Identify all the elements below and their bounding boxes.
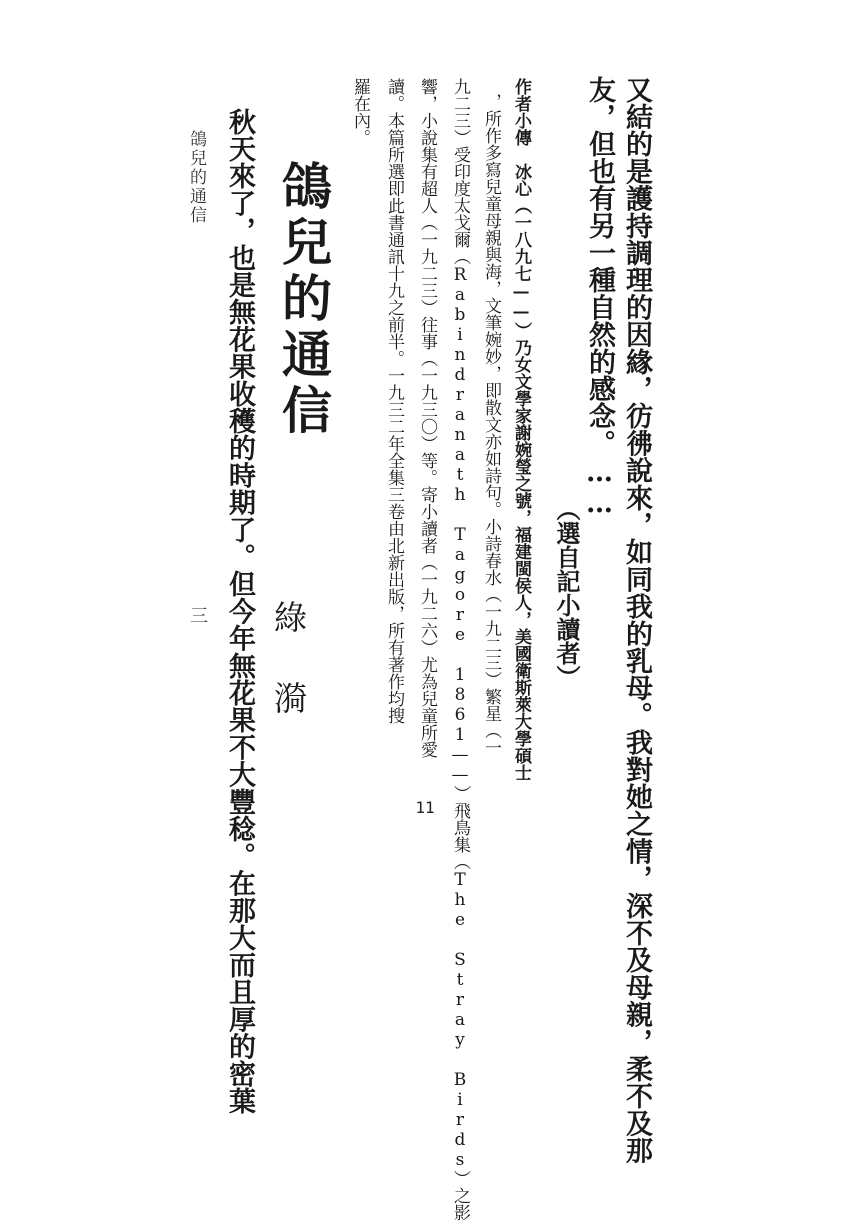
page-number: 11: [415, 798, 435, 817]
side-page-number: 三: [187, 606, 208, 624]
author-bio-line-3: 九二三）受印度太戈爾（Rabindranath Tagore 1861——）飛鳥集（The Stray Birds）之影: [450, 78, 470, 1221]
article-title: 鴿兒的通信: [274, 160, 333, 440]
author-bio-line-5: 讀。本篇所選即此書通訊十九之前半。一九三二年全集三卷由北新出版，所有著作均搜: [384, 78, 404, 724]
author-bio-line-1: 作者小傳 冰心（一八九七——）乃女文學家謝婉瑩之號，福建閩侯人，美國衛斯萊大學碩士: [511, 78, 531, 781]
author-bio-line-4: 響，小說集有超人（一九二三）往事（一九三〇）等。寄小讀者（一九二六）尤為兒童所愛: [417, 78, 437, 758]
article-author: 綠漪: [269, 600, 308, 762]
author-bio-line-2: ，所作多寫兒童母親與海，文筆婉妙，即散文亦如詩句。小詩春水（一九二三）繁星（一: [481, 93, 501, 756]
intro-text-line-2: 友，但也有另一種自然的感念。……: [584, 76, 615, 520]
running-header: 鴿兒的通信: [186, 130, 206, 225]
author-bio-line-6: 羅在內。: [350, 78, 370, 146]
source-note: （選自記小讀者）: [552, 497, 581, 689]
article-body-line-1: 秋天來了，也是無花果收穫的時期了。但今年無花果不大豐稔。在那大而且厚的密葉: [224, 108, 255, 1115]
intro-text-line-1: 又結的是護持調理的因緣，彷彿說來，如同我的乳母。我對她之情，深不及母親，柔不及那: [621, 76, 652, 1164]
